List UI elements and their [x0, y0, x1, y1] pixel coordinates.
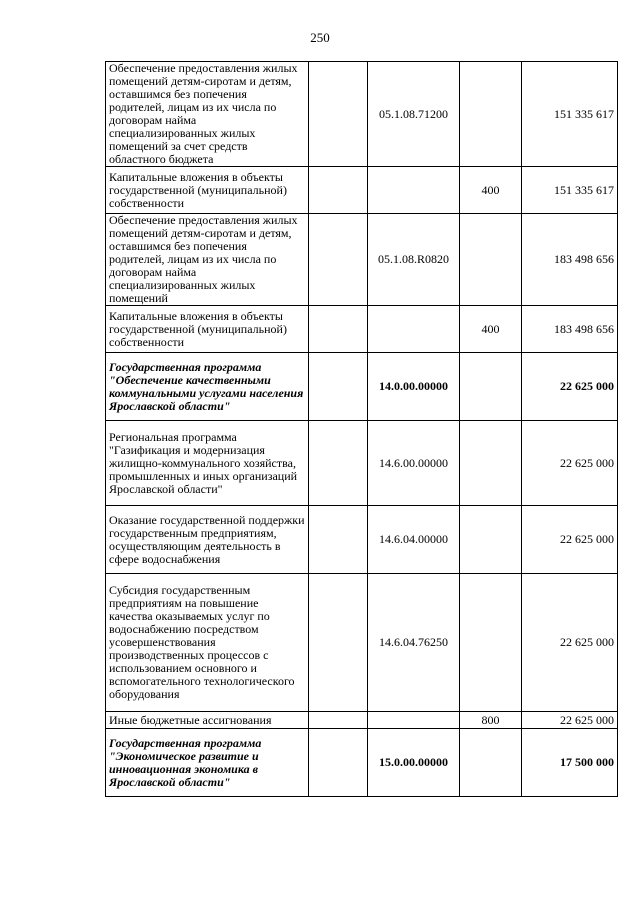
- row-sum-cell: 17 500 000: [522, 729, 618, 797]
- row-csr-cell: [368, 167, 460, 214]
- row-vr-cell: [460, 421, 522, 506]
- budget-table: [105, 61, 618, 797]
- row-csr-cell: 15.0.00.00000: [368, 729, 460, 797]
- row-name-cell: Субсидия государственным предприятиям на повышение качества оказываемых услуг по водоснабжению посредством усовершенствования производственных процессов с использованием основного и вспомогательного технологического оборудования: [106, 574, 309, 712]
- row-ved-cell: [309, 167, 368, 214]
- row-vr-cell: [460, 574, 522, 712]
- row-csr-cell: 05.1.08.71200: [368, 62, 460, 167]
- page-number: 250: [310, 30, 330, 45]
- row-vr-cell: [460, 506, 522, 574]
- row-csr-cell: 14.6.04.00000: [368, 506, 460, 574]
- row-vr-cell: 800: [460, 712, 522, 729]
- row-sum-cell: 22 625 000: [522, 712, 618, 729]
- row-csr-cell: 05.1.08.R0820: [368, 214, 460, 306]
- row-ved-cell: [309, 712, 368, 729]
- row-name-cell: Государственная программа "Экономическое развитие и инновационная экономика в Ярославской области": [106, 729, 309, 797]
- row-csr-cell: [368, 306, 460, 353]
- row-sum-cell: 151 335 617: [522, 62, 618, 167]
- row-ved-cell: [309, 421, 368, 506]
- row-csr-cell: [368, 712, 460, 729]
- row-vr-cell: 400: [460, 306, 522, 353]
- row-sum-cell: 22 625 000: [522, 353, 618, 421]
- row-csr-cell: 14.6.04.76250: [368, 574, 460, 712]
- row-ved-cell: [309, 574, 368, 712]
- row-sum-cell: 151 335 617: [522, 167, 618, 214]
- table-row: [106, 167, 618, 214]
- row-sum-cell: 22 625 000: [522, 421, 618, 506]
- row-csr-cell: 14.6.00.00000: [368, 421, 460, 506]
- table-row: [106, 62, 618, 167]
- row-ved-cell: [309, 729, 368, 797]
- table-row: [106, 421, 618, 506]
- row-csr-cell: 14.0.00.00000: [368, 353, 460, 421]
- row-name-cell: Государственная программа "Обеспечение качественными коммунальными услугами населения Ярославской области": [106, 353, 309, 421]
- table-row: [106, 506, 618, 574]
- row-name-cell: Обеспечение предоставления жилых помещений детям-сиротам и детям, оставшимся без попечения родителей, лицам из их числа по договорам найма специализированных жилых помещений: [106, 214, 309, 306]
- row-name-cell: Обеспечение предоставления жилых помещений детям-сиротам и детям, оставшимся без попечения родителей, лицам из их числа по договорам найма специализированных жилых помещений за счет средств областного бюджета: [106, 62, 309, 167]
- row-vr-cell: [460, 729, 522, 797]
- table-row: [106, 712, 618, 729]
- row-ved-cell: [309, 214, 368, 306]
- row-ved-cell: [309, 62, 368, 167]
- row-sum-cell: 183 498 656: [522, 306, 618, 353]
- row-name-cell: Капитальные вложения в объекты государственной (муниципальной) собственности: [106, 167, 309, 214]
- row-ved-cell: [309, 306, 368, 353]
- row-name-cell: Региональная программа "Газификация и модернизация жилищно-коммунального хозяйства, промышленных и иных организаций Ярославской области": [106, 421, 309, 506]
- table-row: [106, 306, 618, 353]
- row-sum-cell: 183 498 656: [522, 214, 618, 306]
- row-name-cell: Капитальные вложения в объекты государственной (муниципальной) собственности: [106, 306, 309, 353]
- row-name-cell: Иные бюджетные ассигнования: [106, 712, 309, 729]
- row-ved-cell: [309, 506, 368, 574]
- row-vr-cell: [460, 353, 522, 421]
- budget-table-body: [106, 62, 618, 797]
- table-row: [106, 729, 618, 797]
- row-ved-cell: [309, 353, 368, 421]
- row-vr-cell: [460, 62, 522, 167]
- row-sum-cell: 22 625 000: [522, 506, 618, 574]
- row-name-cell: Оказание государственной поддержки государственным предприятиям, осуществляющим деятельность в сфере водоснабжения: [106, 506, 309, 574]
- table-row: [106, 353, 618, 421]
- table-row: [106, 574, 618, 712]
- row-vr-cell: 400: [460, 167, 522, 214]
- table-row: [106, 214, 618, 306]
- row-vr-cell: [460, 214, 522, 306]
- row-sum-cell: 22 625 000: [522, 574, 618, 712]
